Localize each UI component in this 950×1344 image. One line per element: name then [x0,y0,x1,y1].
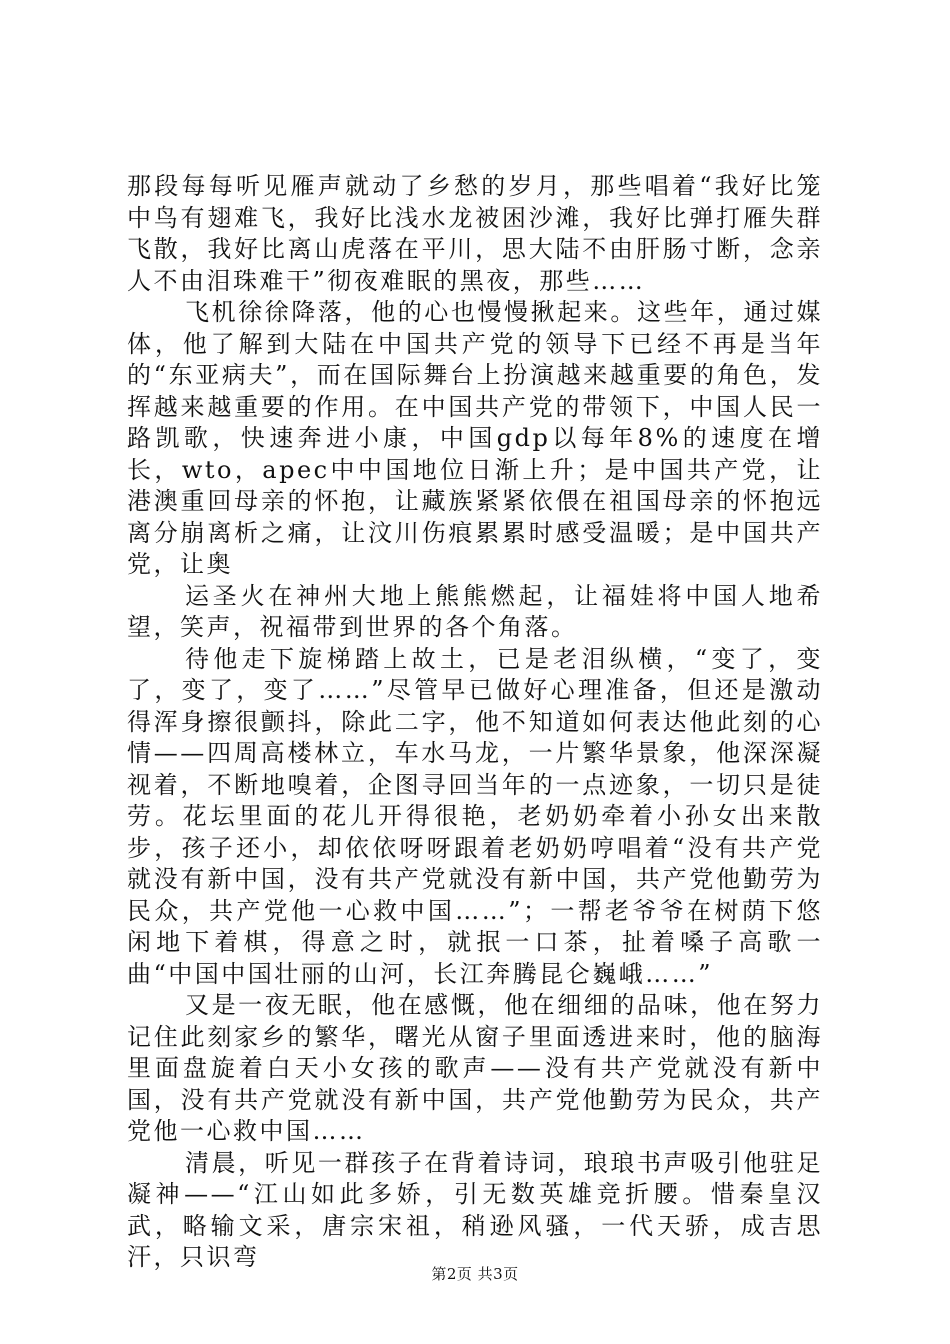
body-text [127,171,823,1274]
paragraph-4: 待他走下旋梯踏上故土，已是老泪纵横，“变了，变了，变了，变了……”尽管早已做好心理准备，但还是激动得浑身擦很颤抖，除此二字，他不知道如何表达他此刻的心情——四周高楼林立，车水马龙，一片繁华景象，他深深凝视着，不断地嗅着，企图寻回当年的一点迹象，一切只是徒劳。花坛里面的花儿开得很艳，老奶奶牵着小孙女出来散步，孩子还小，却依依呀呀跟着老奶奶哼唱着“没有共产党就没有新中国，没有共产党就没有新中国，共产党他勤劳为民众，共产党他一心救中国……”；一帮老爷爷在树荫下悠闲地下着棋，得意之时，就抿一口茶，扯着嗓子高歌一曲“中国中国壮丽的山河，长江奔腾昆仑巍峨……” [127,644,823,988]
page-number-footer: 第2页 共3页 [431,1265,519,1283]
paragraph-2: 飞机徐徐降落，他的心也慢慢揪起来。这些年，通过媒体，他了解到大陆在中国共产党的领导下已经不再是当年的“东亚病夫”，而在国际舞台上扮演越来越重要的角色，发挥越来越重要的作用。在中国共产党的带领下，中国人民一路凯歌，快速奔进小康，中国gdp以每年8%的速度在增长，wto，apec中中国地位日渐上升；是中国共产党，让港澳重回母亲的怀抱，让藏族紧紧依偎在祖国母亲的怀抱远离分崩离析之痛，让汶川伤痕累累时感受温暖；是中国共产党，让奥 [127,298,823,578]
paragraph-3: 运圣火在神州大地上熊熊燃起，让福娃将中国人地希望，笑声，祝福带到世界的各个角落。 [127,581,823,641]
paragraph-6: 清晨，听见一群孩子在背着诗词，琅琅书声吸引他驻足凝神——“江山如此多娇，引无数英雄竞折腰。惜秦皇汉武，略输文采，唐宗宋祖，稍逊风骚，一代天骄，成吉思汗，只识弯 [127,1148,823,1271]
paragraph-1: 那段每每听见雁声就动了乡愁的岁月，那些唱着“我好比笼中鸟有翅难飞，我好比浅水龙被困沙滩，我好比弹打雁失群飞散，我好比离山虎落在平川，思大陆不由肝肠寸断，念亲人不由泪珠难干”彻夜难眠的黑夜，那些…… [127,172,823,295]
paragraph-5: 又是一夜无眠，他在感慨，他在细细的品味，他在努力记住此刻家乡的繁华，曙光从窗子里面透进来时，他的脑海里面盘旋着白天小女孩的歌声——没有共产党就没有新中国，没有共产党就没有新中国，共产党他勤劳为民众，共产党他一心救中国…… [127,991,823,1145]
